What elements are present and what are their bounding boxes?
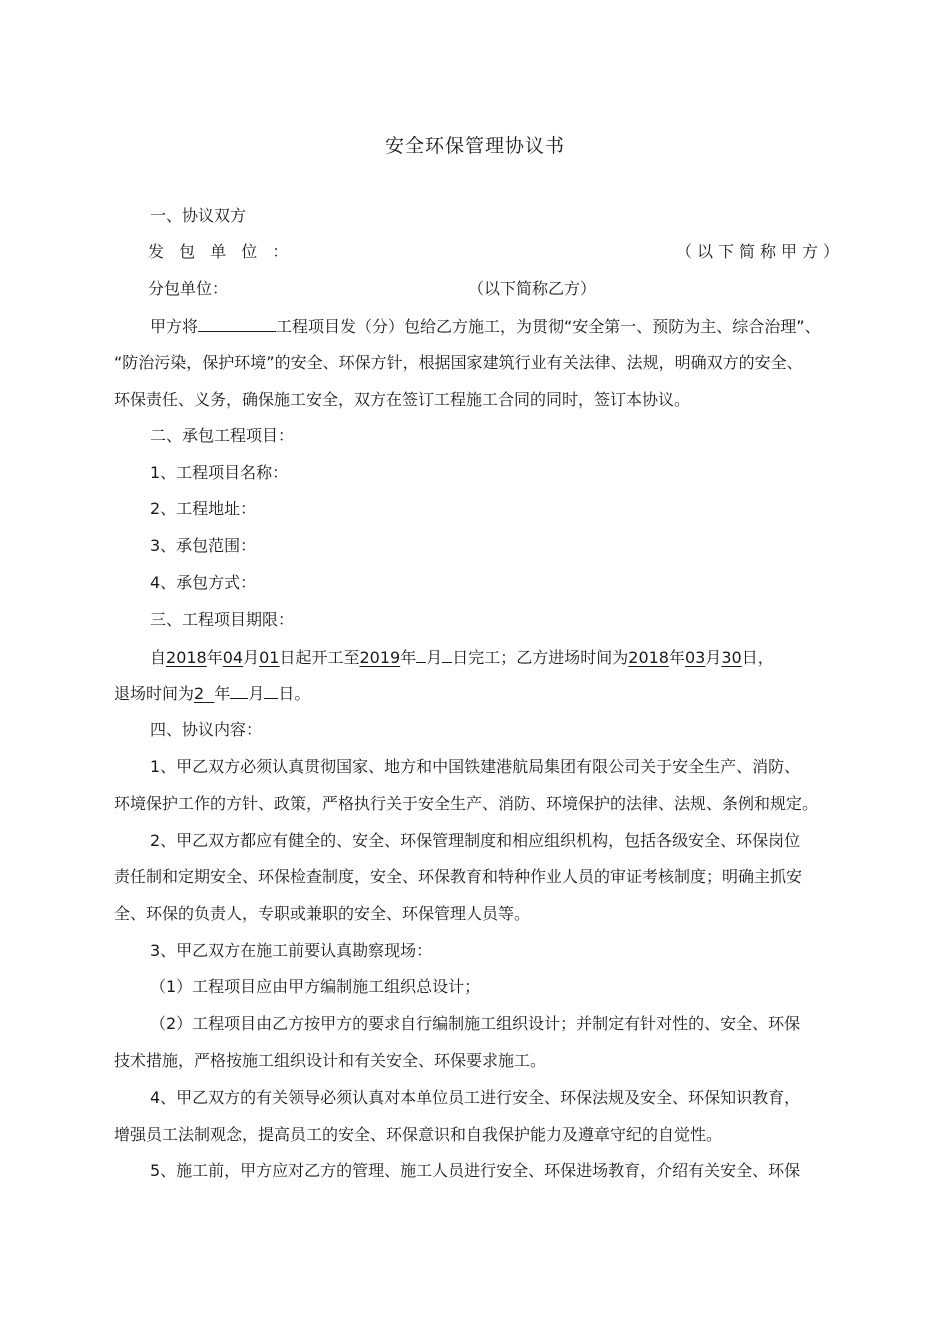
clause-2-line-1: 2、甲乙双方都应有健全的、安全、环保管理制度和相应组织机构，包括各级安全、环保岗位 (150, 831, 801, 850)
clause-3-line-1: 3、甲乙双方在施工前要认真勘察现场： (150, 941, 433, 960)
start-month: 04 (222, 648, 244, 667)
clause-5-line-1: 5、施工前，甲方应对乙方的管理、施工人员进行安全、环保进场教育，介绍有关安全、环保 (150, 1161, 801, 1180)
clause-2-line-3: 全、环保的负责人，专职或兼职的安全、环保管理人员等。 (114, 904, 531, 923)
intro-line-3: 环保责任、义务，确保施工安全，双方在签订工程施工合同的同时，签订本协议。 (114, 390, 691, 409)
end-month-blank (416, 646, 426, 663)
end-day-blank (442, 646, 452, 663)
project-name-blank (198, 315, 276, 332)
clause-1-line-1: 1、甲乙双方必须认真贯彻国家、地方和中国铁建港航局集团有限公司关于安全生产、消防、 (150, 757, 801, 776)
clause-4-line-1: 4、甲乙双方的有关领导必须认真对本单位员工进行安全、环保法规及安全、环保知识教育， (150, 1088, 801, 1107)
period-line-1: 自2018年04月01日起开工至2019年 月 日完工；乙方进场时间为2018年03月30日， (150, 648, 774, 667)
clause-3-sub-1: （1）工程项目应由甲方编制施工组织总设计； (150, 977, 481, 996)
exit-year: 2 (194, 684, 205, 703)
section-2-heading: 二、承包工程项目： (150, 426, 295, 445)
project-address-item: 2、工程地址： (150, 499, 257, 518)
exit-day-blank (264, 682, 278, 699)
intro-line-2: “防治污染，保护环境”的安全、环保方针，根据国家建筑行业有关法律、法规，明确双方的安全、 (114, 353, 803, 372)
start-day: 01 (259, 648, 280, 667)
document-title: 安全环保管理协议书 (384, 135, 565, 157)
clause-3-sub-2-line-1: （2）工程项目由乙方按甲方的要求自行编制施工组织设计；并制定有针对性的、安全、环保 (150, 1014, 801, 1033)
clause-3-sub-2-line-2: 技术措施，严格按施工组织设计和有关安全、环保要求施工。 (114, 1051, 547, 1070)
contract-scope-item: 3、承包范围： (150, 536, 257, 555)
party-b-label: 分包单位： (148, 279, 229, 298)
party-a-suffix: （以下简称甲方） (676, 242, 845, 261)
exit-month-blank (230, 682, 248, 699)
start-year: 2018 (166, 648, 207, 667)
period-line-2: 退场时间为2 年 月 日。 (114, 684, 311, 703)
clause-1-line-2: 环境保护工作的方针、政策，严格执行关于安全生产、消防、环境保护的法律、法规、条例和规定。 (114, 794, 819, 813)
clause-4-line-2: 增强员工法制观念，提高员工的安全、环保意识和自我保护能力及遵章守纪的自觉性。 (114, 1125, 723, 1144)
section-3-heading: 三、工程项目期限： (150, 610, 295, 629)
entry-month: 03 (685, 648, 706, 667)
entry-year: 2018 (628, 648, 669, 667)
clause-2-line-2: 责任制和定期安全、环保检查制度，安全、环保教育和特种作业人员的审证考核制度；明确主抓安 (114, 867, 803, 886)
contract-method-item: 4、承包方式： (150, 573, 257, 592)
section-1-heading: 一、协议双方 (150, 206, 247, 225)
end-year: 2019 (359, 648, 401, 667)
intro-line-1: 甲方将 工程项目发（分）包给乙方施工，为贯彻“安全第一、预防为主、综合治理”、 (150, 317, 821, 336)
project-name-item: 1、工程项目名称： (150, 463, 289, 482)
section-4-heading: 四、协议内容： (150, 720, 263, 739)
entry-day: 30 (721, 648, 742, 667)
party-b-suffix: （以下简称乙方） (468, 279, 597, 298)
party-a-label: 发 包 单 位 ： (148, 242, 294, 261)
